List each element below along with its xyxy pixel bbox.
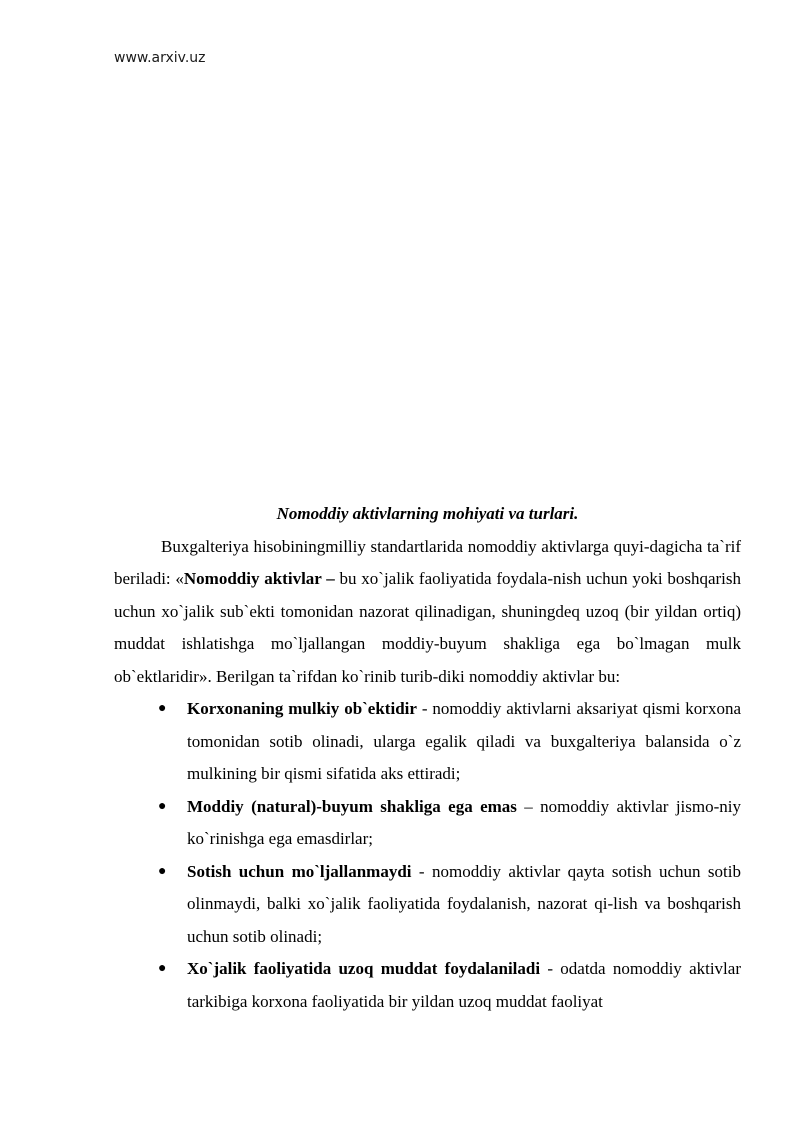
section-title: Nomoddiy aktivlarning mohiyati va turlari. [276,504,579,523]
bullet-icon: ● [158,701,167,716]
intro-text-start: Buxgalteriya hisobiningmilliy standartlarida nomoddiy aktivlarga quyi-dagicha ta`rif beriladi: « [114,536,741,588]
bullet-list [114,693,741,1018]
bullet-term: Korxonaning mulkiy ob`ektidir [187,699,417,718]
document-body [114,498,741,1018]
intro-text-end: bu xo`jalik faoliyatida foydala-nish uchun yoki boshqarish uchun xo`jalik sub`ekti tomonidan nazorat qilinadigan, shuningdeq uzoq (bir yildan ortiq) muddat ishlatishga mo`ljallangan moddiy-buyum shakliga ega bo`lmagan mulk ob`ektlaridir». Berilgan ta`rifdan ko`rinib turib-diki nomoddiy aktivlar bu: [114,569,741,686]
bullet-icon: ● [158,798,167,814]
list-item [158,791,741,856]
site-url: www.arxiv.uz [114,50,206,66]
bullet-icon: ● [158,961,167,976]
bullet-text: – nomoddiy aktivlar jismo-niy ko`rinishga ega emasdirlar; [187,796,741,848]
list-item [158,953,741,1018]
bullet-term: Sotish uchun mo`ljallanmaydi [187,861,412,881]
bullet-text: - nomoddiy aktivlarni aksariyat qismi korxona tomonidan sotib olinadi, ularga egalik qiladi va buxgalteriya balansida o`z mulkining bir qismi sifatida aks ettiradi; [187,699,741,783]
intro-paragraph [114,531,741,694]
bullet-icon: ● [158,863,167,879]
list-item [158,856,741,954]
bullet-term: Xo`jalik faoliyatida uzoq muddat foydalaniladi [187,959,541,978]
list-item [158,693,741,791]
bullet-term: Moddiy (natural)-buyum shakliga ega emas [187,796,517,816]
bullet-text: - nomoddiy aktivlar qayta sotish uchun sotib olinmaydi, balki xo`jalik faoliyatida foydalanish, nazorat qi-lish va boshqarish uchun sotib olinadi; [187,861,741,946]
bullet-text: - odatda nomoddiy aktivlar tarkibiga korxona faoliyatida bir yildan uzoq muddat faoliyat [187,959,741,1011]
intro-term: Nomoddiy aktivlar – [183,569,335,588]
